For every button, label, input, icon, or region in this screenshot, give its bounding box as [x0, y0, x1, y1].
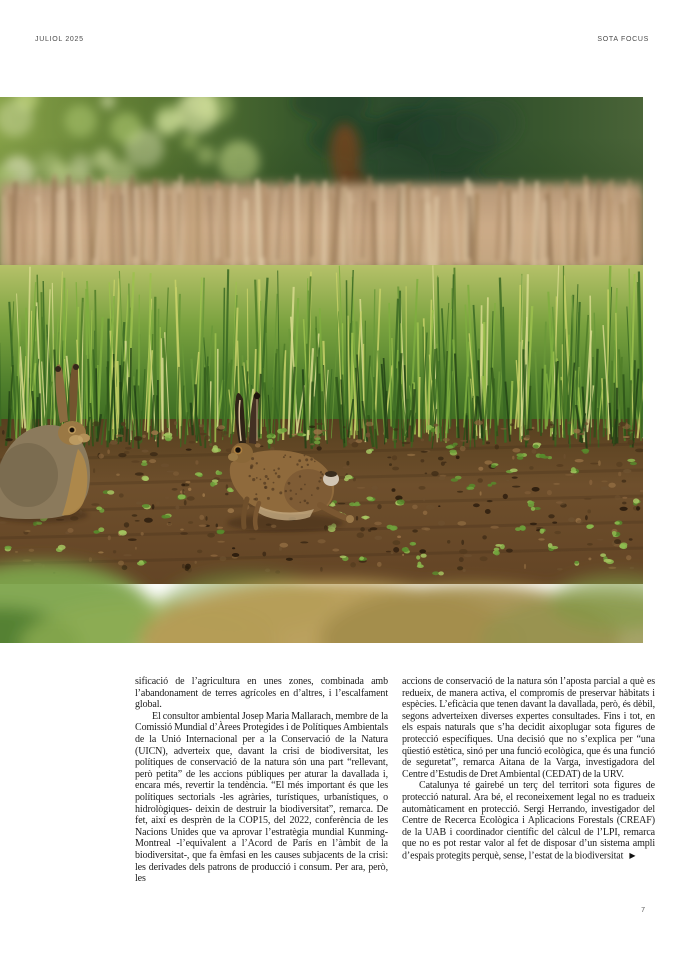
issue-date: JULIOL 2025 [35, 36, 84, 43]
field-photo [0, 97, 643, 643]
article-column-2 [402, 676, 655, 885]
paragraph [402, 676, 655, 780]
paragraph [402, 780, 655, 862]
article-body [135, 676, 655, 885]
hares-photo-illustration [0, 97, 643, 643]
section-title: SOTA FOCUS [597, 36, 649, 43]
paragraph-text: sificació de l’agricultura en unes zones, combinada amb l’abandonament de terres agrícoles en d’altres, i l’escalfament global. [135, 676, 388, 711]
continuation-arrow-icon: ▶ [629, 850, 636, 860]
paragraph-text: El consultor ambiental Josep Maria Mallarach, membre de la Comissió Mundial d’Àrees Protegides i de Polítiques Ambientals de la Unió Internacional per a la Conservació de la Natura (UICN), adverteix que, davant la crisi de biodiversitat, les polítiques de conservació de la natura són una part “rellevant, però petita” de les accions públiques per aturar la davallada i, encara més, revertir la tendència. “El més important és que les polítiques sectorials -les agràries, turístiques, urbanístiques, o hidrològiques- deixin de destruir la biodiversitat”, remarca. De fet, així es desprèn de la COP15, del 2022, conferència de les Nacions Unides que va aprovar l’estratègia mundial Kunming-Montreal -l’equivalent a l’Acord de París en l’àmbit de la biodiversitat-, que fa èmfasi en les causes subjacents de la crisi: les derivades dels patrons de producció i consum. Per ara, però, les [135, 710, 388, 885]
paragraph [135, 711, 388, 885]
paragraph [135, 676, 388, 711]
paragraph-text: Catalunya té gairebé un terç del territori sota figures de protecció natural. Ara bé, el reconeixement legal no es tradueix automàticament en protecció. Sergi Herrando, investigador del Centre de Recerca Ecològica i Aplicacions Forestals (CREAF) de la UAB i coordinador científic del càlcul de l’LPI, remarca que no es pot restar valor al fet de disposar d’un sistema ampli d’espais protegits perquè, sense, l’estat de la biodiversitat [402, 780, 655, 862]
paragraph-text: accions de conservació de la natura són l’aposta parcial a què es redueix, de manera activa, el compromís de preservar hàbitats i espècies. L’eficàcia que tenen davant la davallada, però, és dèbil, segons adverteixen diverses expertes consultades. Fins i tot, en els espais naturals que s’ha decidit aixoplugar sota figures de protecció específiques. Una decisió que no s’explica per “una qüestió estètica, sinó per una funció ecològica, que és una funció de seguretat”, remarca Aitana de la Varga, investigadora del Centre d’Estudis de Dret Ambiental (CEDAT) de la URV. [402, 676, 655, 780]
article-column-1 [135, 676, 388, 885]
page-number: 7 [641, 907, 645, 914]
